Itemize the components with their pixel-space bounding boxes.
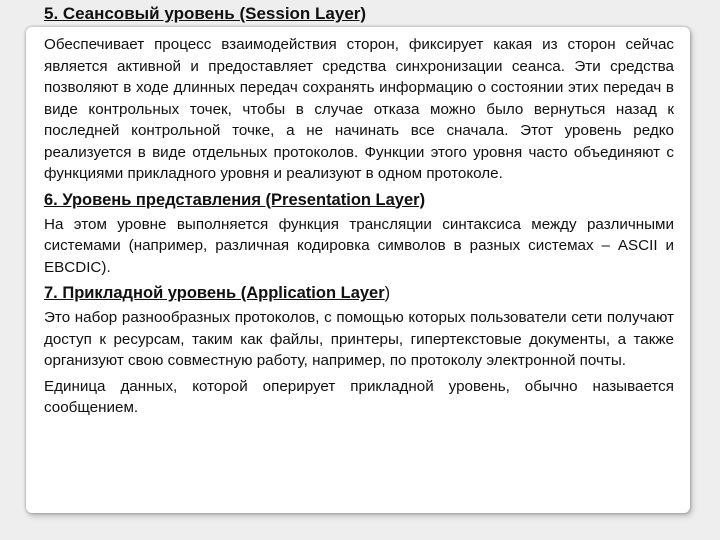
presentation-layer-paragraph: На этом уровне выполняется функция трансляции синтаксиса между различными системами (например, различная кодировка символов в разных системах – ASCII и EBCDIC). — [44, 215, 674, 276]
session-layer-paragraph: Обеспечивает процесс взаимодействия сторон, фиксирует какая из сторон сейчас является активной и предоставляет средства синхронизации сеанса. Эти средства позволяют в ходе длинных передач сохранять информацию о состоянии этих передач в виде контрольных точек, чтобы в случае отказа можно было вернуться назад к последней контрольной точке, а не начинать все сначала. Этот уровень редко реализуется в виде отдельных протоколов. Функции этого уровня часто объединяют с функциями прикладного уровня и реализуют в одном протоколе. — [44, 36, 674, 182]
application-layer-heading-tail: ) — [384, 284, 391, 302]
page-title: 5. Сеансовый уровень (Session Layer) — [44, 4, 367, 23]
presentation-layer-heading-text: 6. Уровень представления (Presentation Layer) — [44, 190, 426, 209]
application-layer-paragraph: Это набор разнообразных протоколов, с помощью которых пользователи сети получают доступ к ресурсам, таким как файлы, принтеры, гипертекстовые документы, а также организуют свою совместную работу, например, по протоколу электронной почты. — [44, 309, 674, 369]
content-box — [26, 27, 690, 513]
application-layer-data-unit-paragraph: Единица данных, которой оперирует прикладной уровень, обычно называется сообщением. — [44, 377, 674, 416]
presentation-layer-heading — [44, 189, 674, 211]
application-layer-heading — [44, 282, 674, 304]
application-layer-heading-text: 7. Прикладной уровень (Application Layer — [44, 284, 385, 302]
